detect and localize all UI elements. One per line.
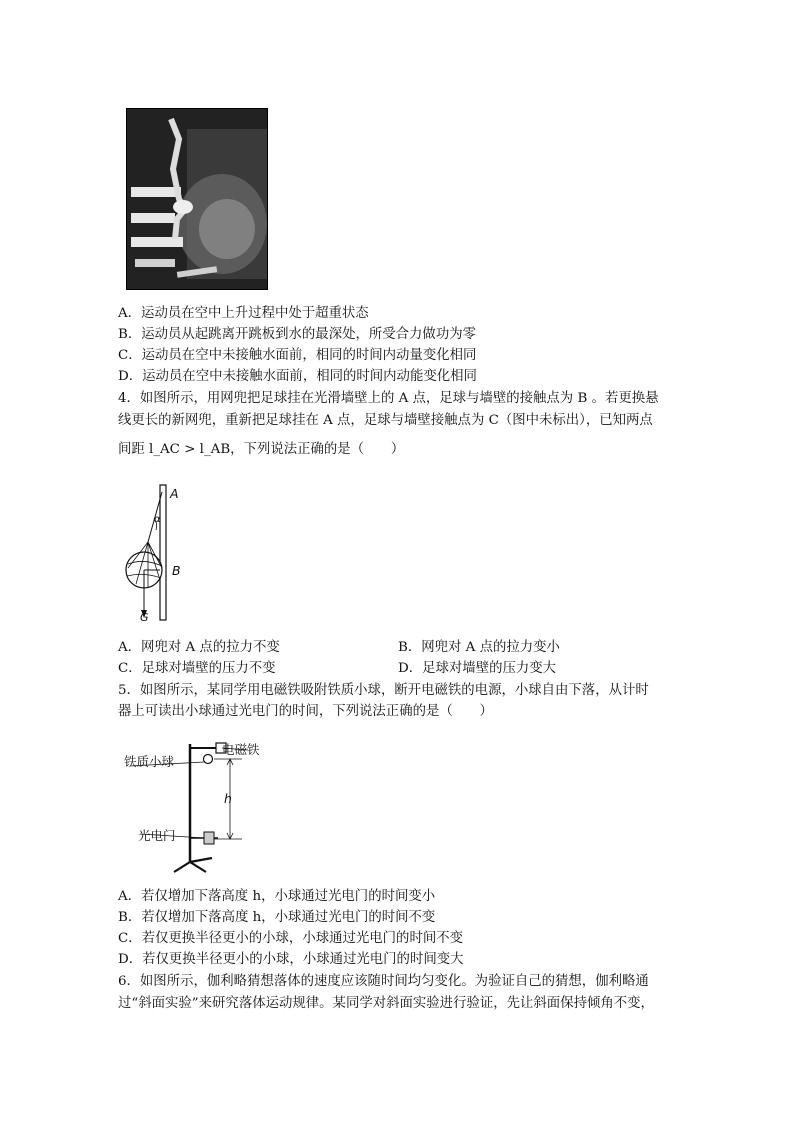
q4-stem-line1: 4．如图所示，用网兜把足球挂在光滑墙壁上的 A 点，足球与墙壁的接触点为 B 。若更换悬 <box>118 391 659 406</box>
q4-option-d: D．足球对墙壁的压力变大 <box>398 661 557 676</box>
q5-option-b: B．若仅增加下落高度 h，小球通过光电门的时间不变 <box>118 910 436 925</box>
q5-stem-line2: 器上可读出小球通过光电门的时间，下列说法正确的是（ ） <box>118 704 493 719</box>
q5-iron-ball <box>204 755 213 764</box>
q4-figure <box>118 480 198 630</box>
diver-photo <box>126 108 268 290</box>
q5-stem-line1: 5．如图所示，某同学用电磁铁吸附铁质小球，断开电磁铁的电源，小球自由下落，从计时 <box>118 683 649 698</box>
q4-wall <box>160 485 166 620</box>
q4-option-a: A．网兜对 A 点的拉力不变 <box>118 640 280 655</box>
q4-label-a: A <box>170 486 179 501</box>
q4-option-b: B．网兜对 A 点的拉力变小 <box>398 640 560 655</box>
q3-option-d: D．运动员在空中未接触水面前，相同的时间内动能变化相同 <box>118 369 477 384</box>
q5-label-ball: 铁质小球 <box>124 754 175 769</box>
q6-stem-line2: 过“斜面实验”来研究落体运动规律。某同学对斜面实验进行验证，先让斜面保持倾角不变， <box>118 996 654 1011</box>
q4-option-c: C．足球对墙壁的压力不变 <box>118 661 276 676</box>
q5-option-a: A．若仅增加下落高度 h，小球通过光电门的时间变小 <box>118 889 436 904</box>
q5-label-gate: 光电门 <box>138 828 176 843</box>
q5-option-d: D．若仅更换半径更小的小球，小球通过光电门的时间变大 <box>118 952 464 967</box>
q5-stand-base <box>174 858 212 872</box>
q3-option-a: A．运动员在空中上升过程中处于超重状态 <box>118 306 369 321</box>
q5-label-h: h <box>224 791 232 806</box>
q6-stem-line1: 6．如图所示，伽利略猜想落体的速度应该随时间均匀变化。为验证自己的猜想，伽利略通 <box>118 974 649 989</box>
q4-stem-line2: 线更长的新网兜，重新把足球挂在 A 点，足球与墙壁接触点为 C（图中未标出），已知两点 <box>118 413 653 428</box>
q4-stem-line3: 间距 l_AC > l_AB，下列说法正确的是（ ） <box>118 442 405 457</box>
q4-label-g: G <box>140 611 149 624</box>
q5-label-magnet: 电磁铁 <box>222 742 260 757</box>
q3-option-b: B．运动员从起跳离开跳板到水的最深处，所受合力做功为零 <box>118 327 476 342</box>
q5-option-c: C．若仅更换半径更小的小球，小球通过光电门的时间不变 <box>118 931 464 946</box>
q3-option-c: C．运动员在空中未接触水面前，相同的时间内动量变化相同 <box>118 348 477 363</box>
q4-label-alpha: α <box>154 514 161 525</box>
q5-photogate <box>204 832 214 844</box>
q4-label-b: B <box>172 563 181 578</box>
